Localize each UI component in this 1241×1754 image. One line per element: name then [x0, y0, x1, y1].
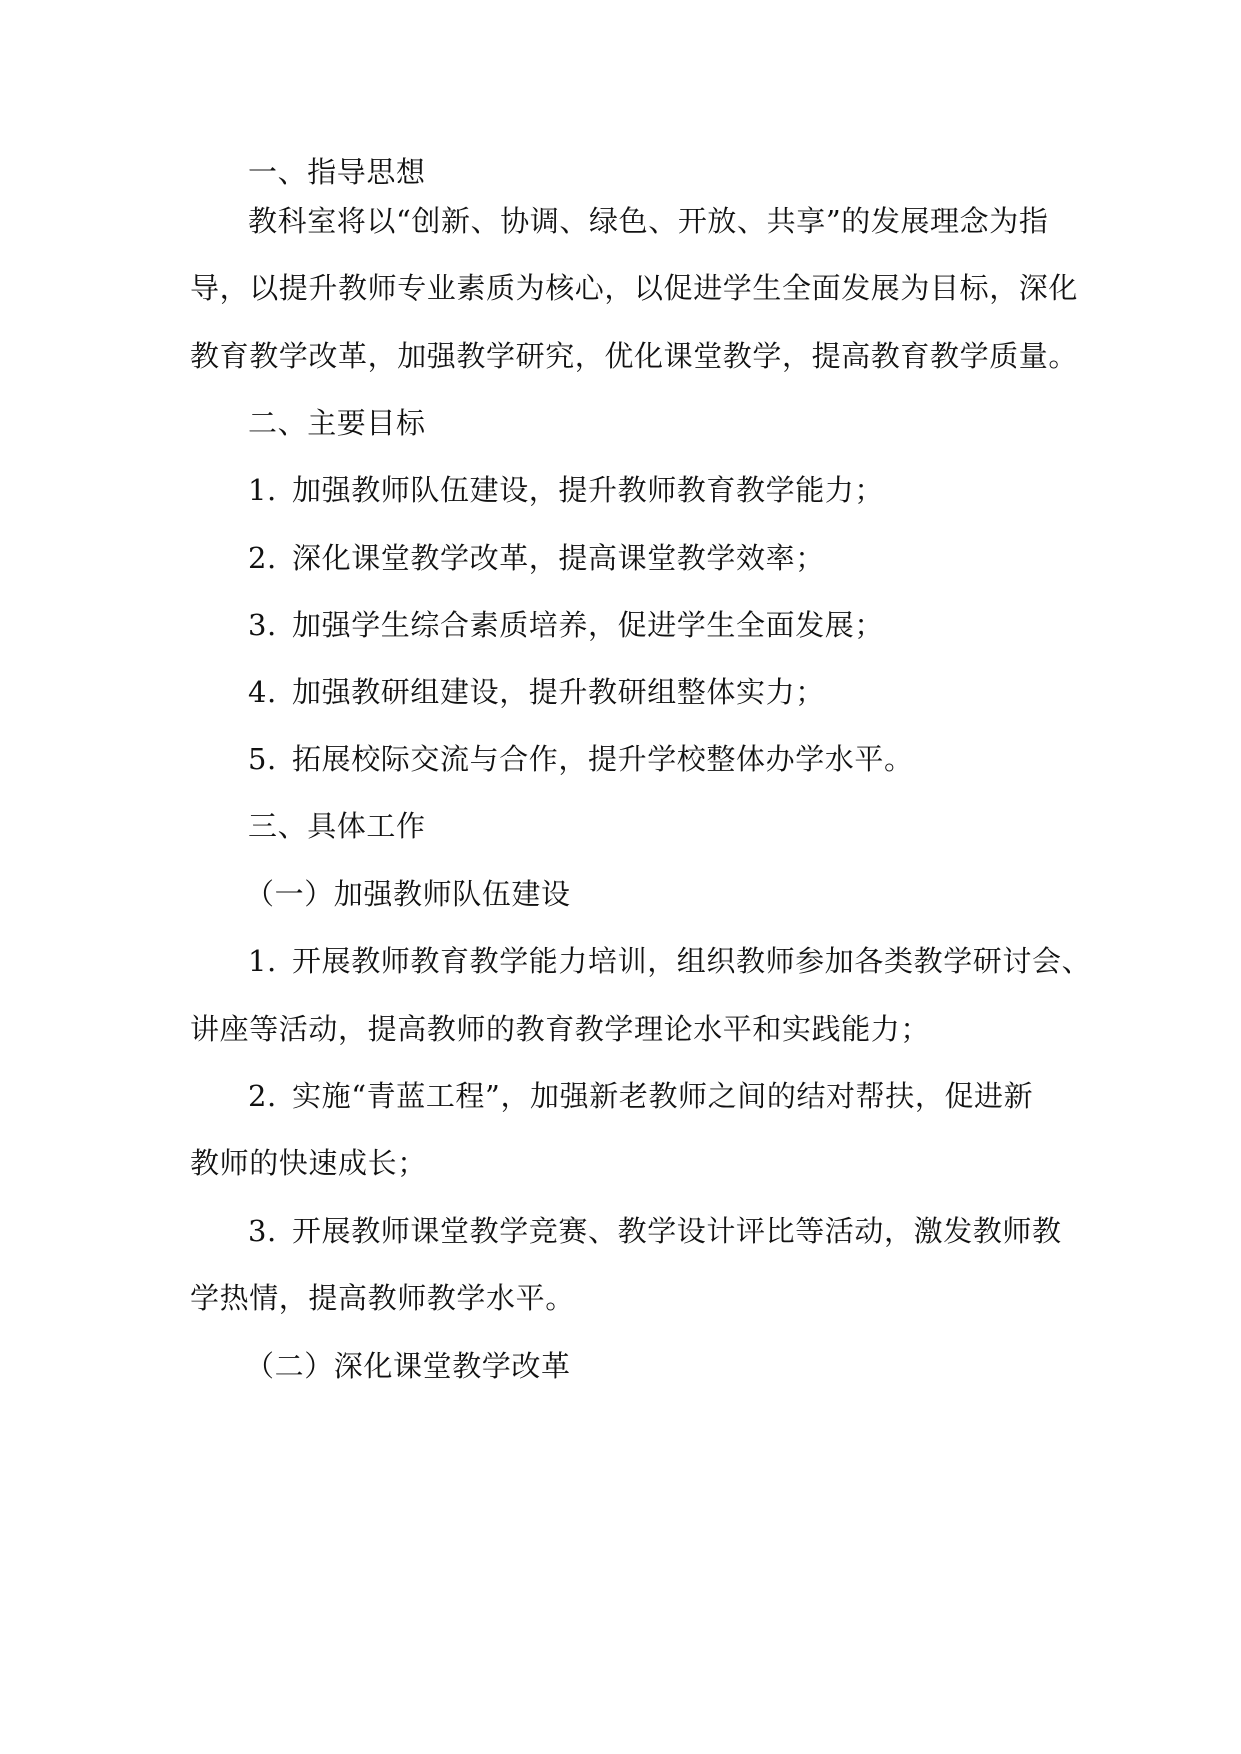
goal-item [248, 540, 825, 576]
section-heading-main-goals: 二、主要目标 [248, 406, 426, 440]
list-text: 深化课堂教学改革，提高课堂教学效率； [292, 541, 825, 575]
work-item [248, 1213, 1062, 1249]
section-heading-specific-work: 三、具体工作 [248, 809, 426, 843]
list-number: 1. [248, 473, 277, 507]
work-item [248, 943, 1091, 979]
work-item [248, 1078, 1033, 1114]
list-number: 5. [248, 742, 277, 776]
list-text: 实施“青蓝工程”，加强新老教师之间的结对帮扶，促进新 [292, 1079, 1034, 1113]
goal-item [248, 674, 825, 710]
paragraph-line: 讲座等活动，提高教师的教育教学理论水平和实践能力； [190, 1012, 931, 1046]
list-text: 加强学生综合素质培养，促进学生全面发展； [292, 608, 885, 642]
goal-item [248, 741, 914, 777]
list-text: 加强教师队伍建设，提升教师教育教学能力； [292, 473, 885, 507]
list-number: 4. [248, 675, 277, 709]
list-text: 开展教师课堂教学竞赛、教学设计评比等活动，激发教师教 [292, 1214, 1062, 1248]
list-text: 拓展校际交流与合作，提升学校整体办学水平。 [292, 742, 914, 776]
paragraph-line: 学热情，提高教师教学水平。 [190, 1281, 575, 1315]
subsection-heading-classroom-reform: （二）深化课堂教学改革 [245, 1349, 571, 1383]
list-number: 2. [248, 1079, 277, 1113]
list-number: 3. [248, 608, 277, 642]
list-number: 1. [248, 944, 277, 978]
goal-item [248, 607, 884, 643]
list-text: 开展教师教育教学能力培训，组织教师参加各类教学研讨会、 [292, 944, 1092, 978]
section-heading-guiding-thought: 一、指导思想 [248, 155, 426, 189]
goal-item [248, 472, 884, 508]
paragraph-line: 导，以提升教师专业素质为核心，以促进学生全面发展为目标，深化 [190, 271, 1079, 305]
paragraph-line: 教育教学改革，加强教学研究，优化课堂教学，提高教育教学质量。 [190, 339, 1079, 373]
subsection-heading-teacher-team: （一）加强教师队伍建设 [245, 877, 571, 911]
paragraph-line: 教师的快速成长； [190, 1146, 427, 1180]
list-number: 3. [248, 1214, 277, 1248]
paragraph-line: 教科室将以“创新、协调、绿色、开放、共享”的发展理念为指 [248, 204, 1049, 238]
list-number: 2. [248, 541, 277, 575]
list-text: 加强教研组建设，提升教研组整体实力； [292, 675, 825, 709]
